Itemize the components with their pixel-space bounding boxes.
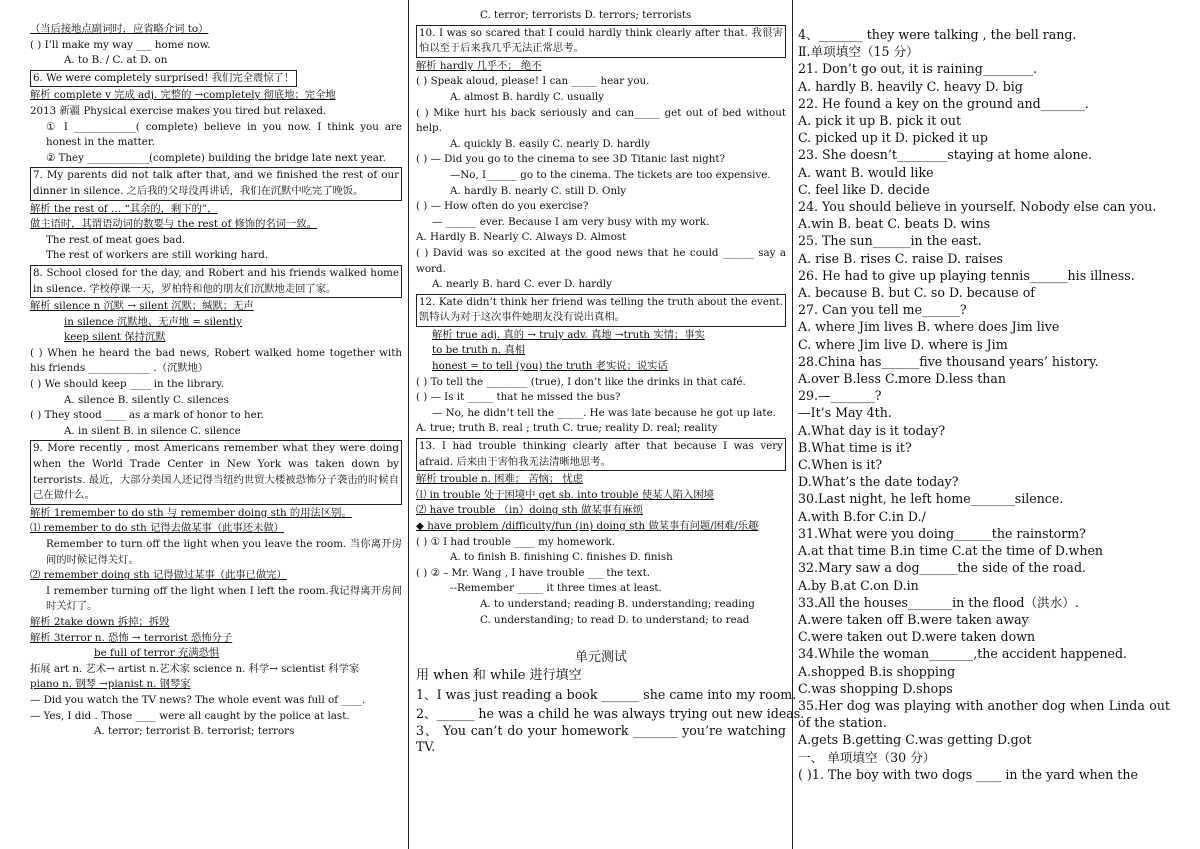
analysis-line: 解析 trouble n. 困难； 苦恼； 忧虑	[416, 473, 584, 486]
key-sentence-6: 6. We were completely surprised! 我们完全震惊了！	[30, 70, 297, 88]
example-line: Remember to turn off the light when you leave the room. 当你离开房间的时候记得关灯。	[46, 538, 402, 566]
fill-in-line: 2、______ he was a child he was always trying out new ideas.	[416, 706, 805, 722]
options-line: A.gets B.getting C.was getting D.got	[798, 732, 1032, 748]
question-line: — Did you watch the TV news? The whole event was full of ____.	[30, 693, 366, 706]
analysis-line: 解析 silence n 沉默 → silent 沉默；缄默；无声	[30, 300, 254, 313]
column-divider-right	[792, 0, 793, 849]
section-heading: 用 when 和 while 进行填空	[416, 667, 582, 683]
extension-line: piano n. 钢琴 →pianist n. 钢琴家	[30, 678, 191, 691]
column-divider-left	[408, 0, 409, 849]
question-line: 34.While the woman_______,the accident happened.	[798, 646, 1128, 662]
options-line: A.over B.less C.more D.less than	[798, 371, 1006, 387]
exercise-line: ① I ____________( complete) believe in you now. I think you are honest in the matter.	[46, 120, 402, 149]
options-line: C. understanding; to read D. to understand; to read	[480, 613, 750, 626]
options-line: A. because B. but C. so D. because of	[798, 285, 1035, 301]
options-line: A. terror; terrorist B. terrorist; terrors	[94, 725, 295, 738]
analysis-line: ⑵ remember doing sth 记得做过某事（此事已做完）	[30, 569, 287, 582]
options-line: C.was shopping D.shops	[798, 680, 953, 696]
question-line: — Yes, I did . Those ____ were all caught by the police at last.	[30, 709, 350, 722]
question-line: ( ) Mike hurt his back seriously and can_____ get out of bed without help.	[416, 106, 786, 135]
question-line: ( ) David was so excited at the good news that he could ______ say a word.	[416, 246, 786, 275]
question-line: ( ) ② – Mr. Wang , I have trouble ___ the text.	[416, 566, 650, 579]
analysis-line: 解析 1remember to do sth 与 remember doing sth 的用法区别。	[30, 506, 352, 519]
key-sentence-9: 9. More recently , most Americans remember what they were doing when the World Trade Center in New York was taken down by terrorists. 最近，大部分美国人还记得当纽约世贸大楼被恐怖分子袭击的时候自己在做什么。	[30, 440, 402, 504]
question-line: 29.—_______?	[798, 388, 882, 404]
question-line: ( ) — Is it _____ that he missed the bus?	[416, 391, 621, 404]
question-line: 25. The sun______in the east.	[798, 233, 982, 249]
options-line: A. where Jim lives B. where does Jim live	[798, 319, 1060, 335]
analysis-line: 解析 3terror n. 恐怖 → terrorist 恐怖分子	[30, 631, 233, 644]
question-line: 28.China has______five thousand years’ history.	[798, 353, 1099, 369]
key-sentence-10: 10. I was so scared that I could hardly think clearly after that. 我很害怕以至于后来我几乎无法正常思考。	[416, 25, 786, 58]
question-line: 33.All the houses_______in the flood（洪水）.	[798, 594, 1079, 610]
options-line: A. hardly B. heavily C. heavy D. big	[798, 78, 1023, 94]
question-line: —No, I______ go to the cinema. The tickets are too expensive.	[450, 168, 771, 181]
options-line: A. to B. / C. at D. on	[64, 54, 168, 67]
options-line: A.shopped B.is shopping	[798, 663, 956, 679]
question-line: — No, he didn’t tell the _____. He was late because he got up late.	[432, 406, 776, 419]
options-line: B.What time is it?	[798, 439, 912, 455]
options-line: C. feel like D. decide	[798, 181, 930, 197]
question-line: —It’s May 4th.	[798, 405, 892, 421]
fill-in-line: 4、_______ they were talking , the bell rang.	[798, 27, 1077, 42]
fill-in-line: 1、I was just reading a book ______ she came into my room.	[416, 687, 797, 703]
analysis-line: 解析 true adj. 真的 → truly adv. 真地 →truth 实情；事实	[432, 328, 705, 341]
options-line: C.When is it?	[798, 457, 883, 473]
question-line: ( ) When he heard the bad news, Robert walked home together with his friends ____________ .（沉默地）	[30, 346, 402, 375]
options-line: A.by B.at C.on D.in	[798, 577, 919, 593]
analysis-line: ⑵ have trouble （in）doing sth 做某事有麻烦	[416, 504, 643, 517]
question-line: 23. She doesn’t________staying at home alone.	[798, 147, 1093, 163]
example-line: 2013 新疆 Physical exercise makes you tired but relaxed.	[30, 104, 327, 117]
options-line: A. hardly B. nearly C. still D. Only	[450, 184, 627, 197]
analysis-line: ⑴ in trouble 处于困境中 get sb. into trouble 使某人陷入困境	[416, 488, 714, 501]
key-sentence-13: 13. I had trouble thinking clearly after that because I was very afraid. 后来由于害怕我无法清晰地思考。	[416, 438, 786, 471]
options-line: C. where Jim live D. where is Jim	[798, 336, 1008, 352]
question-line: ( ) — How often do you exercise?	[416, 200, 589, 213]
options-line: A. rise B. rises C. raise D. raises	[798, 250, 1004, 266]
column-3	[798, 26, 1170, 831]
analysis-line: 解析 complete v 完成 adj. 完整的 →completely 彻底地；完全地	[30, 89, 336, 102]
question-line: — ______ ever. Because I am very busy with my work.	[432, 215, 710, 228]
analysis-line: to be truth n. 真相	[432, 344, 526, 357]
column-1	[30, 22, 402, 831]
options-line: A.with B.for C.in D./	[798, 508, 926, 524]
question-line: 22. He found a key on the ground and_______.	[798, 95, 1089, 111]
options-line: A. almost B. hardly C. usually	[450, 90, 605, 103]
options-line: A. in silent B. in silence C. silence	[64, 424, 241, 437]
options-line: A.What day is it today?	[798, 422, 946, 438]
question-line: 24. You should believe in yourself. Nobody else can you.	[798, 199, 1157, 215]
key-sentence-12: 12. Kate didn’t think her friend was telling the truth about the event. 凯特认为对于这次事件她朋友没有说出真相。	[416, 294, 786, 327]
column-2	[416, 9, 805, 831]
question-line: 31.What were you doing______the rainstorm?	[798, 525, 1086, 541]
key-sentence-7: 7. My parents did not talk after that, and we finished the rest of our dinner in silence. 之后我的父母没再讲话，我们在沉默中吃完了晚饭。	[30, 167, 402, 200]
options-line: A. silence B. silently C. silences	[64, 393, 229, 406]
example-line: I remember turning off the light when I left the room.我记得离开房间时关灯了。	[46, 584, 402, 613]
question-line: ( ) Speak aloud, please! I can _____ hear you.	[416, 75, 650, 88]
question-line: ( ) We should keep ____ in the library.	[30, 378, 224, 391]
fill-in-line: 3、 You can’t do your homework _______ you’re watching TV.	[416, 723, 786, 755]
options-line: A.were taken off B.were taken away	[798, 611, 1029, 627]
options-line: A. to finish B. finishing C. finishes D. finish	[450, 551, 673, 564]
options-line: A. pick it up B. pick it out	[798, 113, 962, 129]
note-line: （当后接地点副词时，应省略介词 to）	[30, 23, 209, 35]
question-line: 27. Can you tell me______?	[798, 302, 967, 318]
question-line: ( ) — Did you go to the cinema to see 3D Titanic last night?	[416, 153, 726, 166]
options-line: A. Hardly B. Nearly C. Always D. Almost	[416, 231, 627, 244]
options-line: A.win B. beat C. beats D. wins	[798, 216, 991, 232]
question-line: 30.Last night, he left home_______silence.	[798, 491, 1064, 507]
section-heading: Ⅱ.单项填空（15 分）	[798, 44, 919, 60]
analysis-line: be full of terror 充满恐惧	[94, 647, 220, 660]
question-line: ( ) ① I had trouble ____ my homework.	[416, 535, 616, 548]
question-line: ( )1. The boy with two dogs ____ in the yard when the	[798, 766, 1138, 782]
analysis-line: 解析 2take down 拆掉；拆毁	[30, 615, 170, 628]
analysis-line: ◆ have problem /difficulty/fun (in) doing sth 做某事有问题/困难/乐趣	[416, 520, 759, 532]
options-line: A. want B. would like	[798, 164, 934, 180]
question-line: 32.Mary saw a dog______the side of the road.	[798, 560, 1087, 576]
question-line: 35.Her dog was playing with another dog when Linda out of the station.	[798, 697, 1170, 731]
options-line: C. picked up it D. picked it up	[798, 130, 988, 146]
options-line: A. true; truth B. real ; truth C. true; reality D. real; reality	[416, 422, 718, 435]
question-line: ( ) I’ll make my way ___ home now.	[30, 38, 211, 51]
analysis-line: keep silent 保持沉默	[64, 331, 166, 344]
section-heading: 一、 单项填空（30 分）	[798, 749, 936, 765]
exercise-line: ② They ____________(complete) building the bridge late next year.	[46, 151, 386, 164]
key-sentence-8: 8. School closed for the day, and Robert and his friends walked home in silence. 学校停课一天，罗柏特和他的朋友们沉默地走回了家。	[30, 265, 402, 298]
options-line: A.at that time B.in time C.at the time of D.when	[798, 543, 1104, 559]
options-line: A. quickly B. easily C. nearly D. hardly	[450, 137, 651, 150]
section-title: 单元测试	[574, 650, 627, 666]
example-line: The rest of meat goes bad.	[46, 233, 186, 246]
analysis-line: in silence 沉默地、无声地 = silently	[64, 315, 243, 328]
options-line: D.What’s the date today?	[798, 474, 959, 490]
question-line: 26. He had to give up playing tennis______his illness.	[798, 267, 1135, 283]
options-line: A. to understand; reading B. understanding; reading	[480, 597, 755, 610]
analysis-line: ⑴ remember to do sth 记得去做某事（此事还未做）	[30, 522, 284, 535]
question-line: ( ) They stood ____ as a mark of honor to her.	[30, 409, 264, 422]
options-line: C. terror; terrorists D. terrors; terrorists	[480, 9, 692, 21]
question-line: --Remember _____ it three times at least.	[450, 582, 662, 595]
analysis-line: 做主语时，其谓语动词的数要与 the rest of 修饰的名词一致。	[30, 218, 317, 231]
options-line: A. nearly B. hard C. ever D. hardly	[432, 278, 612, 291]
extension-line: 拓展 art n. 艺术→ artist n.艺术家 science n. 科学→ scientist 科学家	[30, 662, 360, 675]
analysis-line: 解析 hardly 几乎不； 绝不	[416, 59, 542, 72]
analysis-line: honest = to tell (you) the truth 老实说；说实话	[432, 360, 668, 373]
question-line: ( ) To tell the ________ (true), I don’t like the drinks in that café.	[416, 375, 746, 388]
example-line: The rest of workers are still working hard.	[46, 249, 269, 262]
analysis-line: 解析 the rest of … “其余的，剩下的”，	[30, 202, 218, 215]
question-line: 21. Don’t go out, it is raining________.	[798, 61, 1038, 77]
options-line: C.were taken out D.were taken down	[798, 629, 1036, 645]
